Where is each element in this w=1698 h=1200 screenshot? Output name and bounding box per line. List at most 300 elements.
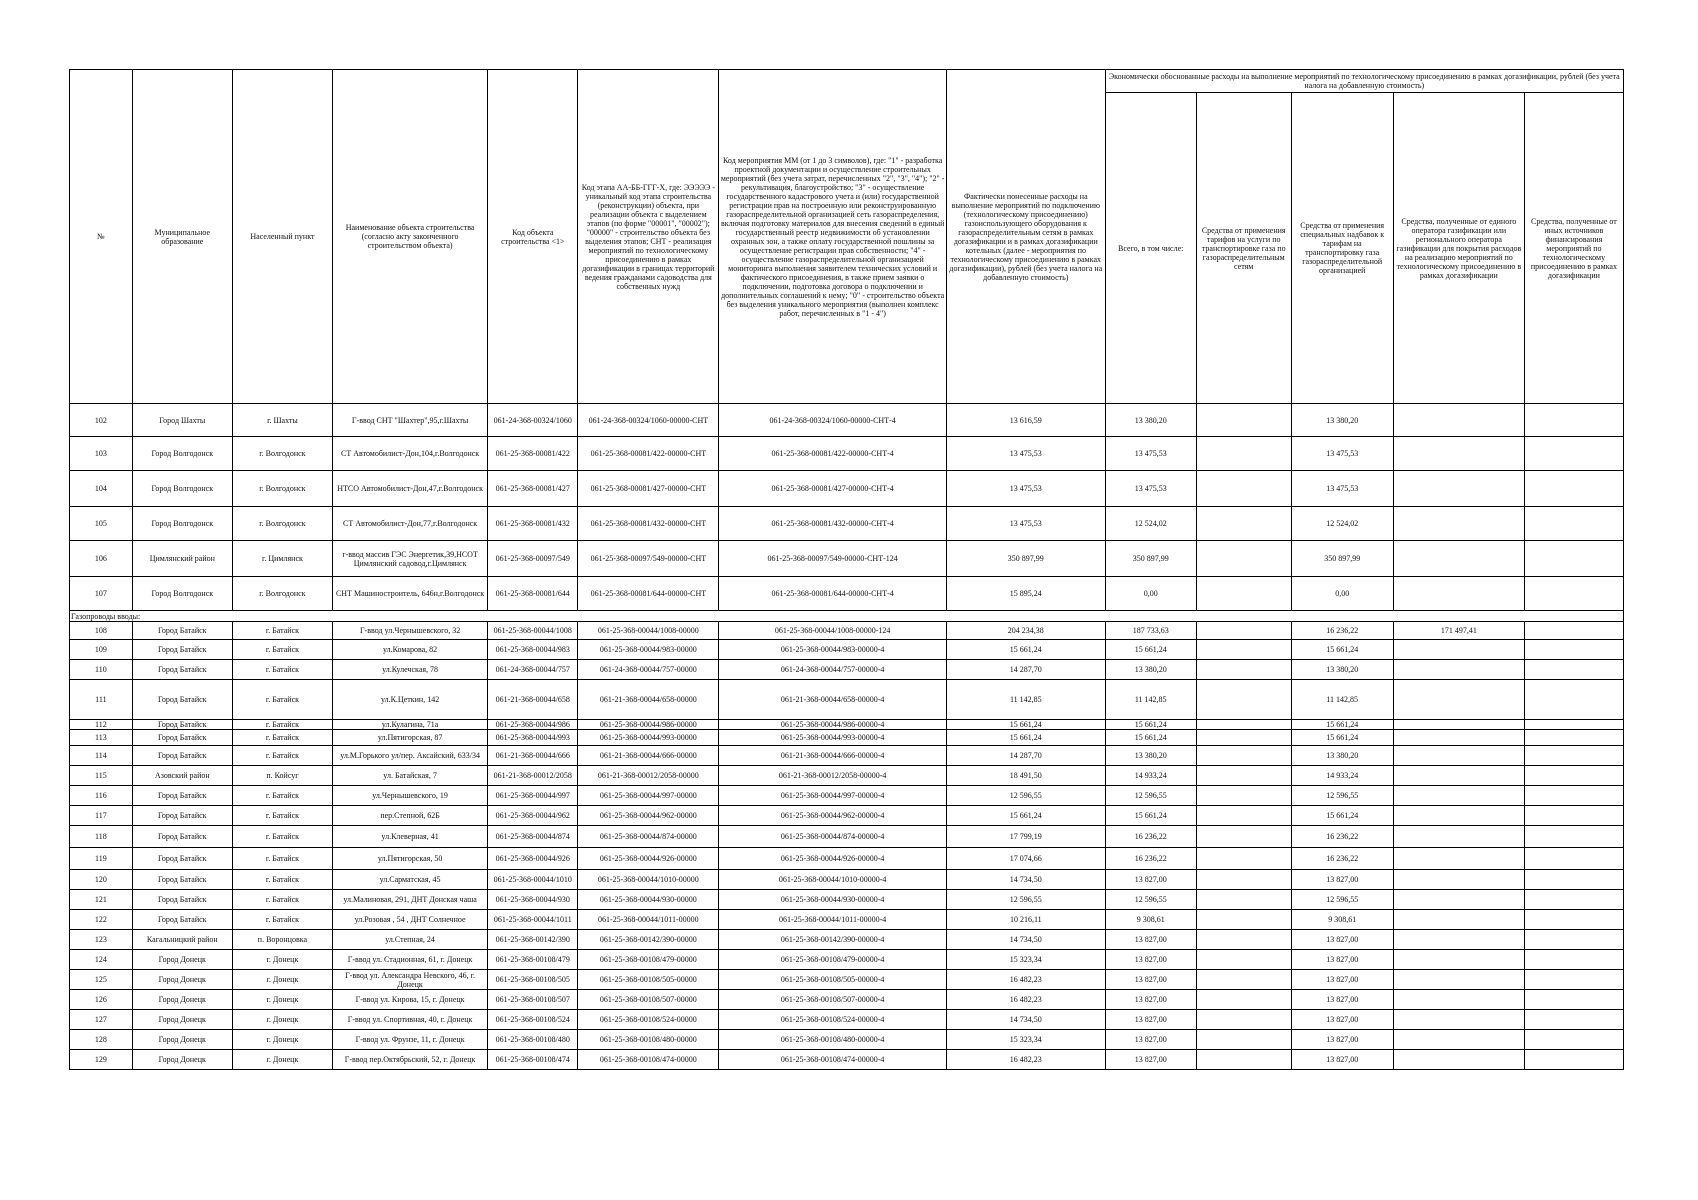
cell-object-code: 061-25-368-00081/432 — [488, 507, 578, 541]
cell-single-operator — [1393, 870, 1524, 890]
cell-actual-costs: 11 142,85 — [947, 680, 1105, 720]
cell-total: 13 827,00 — [1105, 1050, 1196, 1070]
cell-total: 13 827,00 — [1105, 950, 1196, 970]
cell-special-markups: 13 475,53 — [1291, 471, 1393, 507]
cell-object-code: 061-25-368-00108/505 — [488, 970, 578, 990]
cell-single-operator — [1393, 660, 1524, 680]
cell-actual-costs: 15 661,24 — [947, 730, 1105, 746]
cell-municipality: Город Волгодонск — [132, 471, 232, 507]
cell-num: 122 — [70, 910, 133, 930]
group-row — [70, 611, 1624, 622]
cell-object-name: НТСО Автомобилист-Дон,47,г.Волгодонск — [333, 471, 488, 507]
cell-stage-code: 061-25-368-00108/474-00000 — [578, 1050, 719, 1070]
table-row — [70, 970, 1624, 990]
cell-other-sources — [1524, 507, 1623, 541]
cell-tariff-transport — [1196, 640, 1291, 660]
cell-total: 0,00 — [1105, 577, 1196, 611]
cell-single-operator — [1393, 577, 1524, 611]
cell-num: 109 — [70, 640, 133, 660]
cell-special-markups: 15 661,24 — [1291, 640, 1393, 660]
cell-special-markups: 13 827,00 — [1291, 1030, 1393, 1050]
table-row — [70, 404, 1624, 437]
cell-stage-code: 061-25-368-00108/479-00000 — [578, 950, 719, 970]
cell-num: 129 — [70, 1050, 133, 1070]
table-row — [70, 1030, 1624, 1050]
cell-settlement: п. Койсуг — [232, 766, 332, 786]
cell-num: 121 — [70, 890, 133, 910]
cell-actual-costs: 10 216,11 — [947, 910, 1105, 930]
table-row — [70, 806, 1624, 826]
cell-total: 12 524,02 — [1105, 507, 1196, 541]
cell-single-operator — [1393, 950, 1524, 970]
cell-object-code: 061-25-368-00044/986 — [488, 720, 578, 730]
cell-object-name: ул.Розовая , 54 , ДНТ Солнечное — [333, 910, 488, 930]
cell-num: 115 — [70, 766, 133, 786]
cell-object-name: ул.К.Цеткин, 142 — [333, 680, 488, 720]
cell-stage-code: 061-25-368-00142/390-00000 — [578, 930, 719, 950]
cell-other-sources — [1524, 1030, 1623, 1050]
cell-municipality: Город Волгодонск — [132, 577, 232, 611]
header-total: Всего, в том числе: — [1105, 93, 1196, 404]
header-municipality: Муниципальное образование — [132, 70, 232, 404]
cell-tariff-transport — [1196, 930, 1291, 950]
table-row — [70, 910, 1624, 930]
cell-tariff-transport — [1196, 806, 1291, 826]
group-label: Газопроводы вводы: — [70, 611, 1624, 622]
cell-object-name: Г-ввод ул. Стадионная, 61, г. Донецк — [333, 950, 488, 970]
cell-municipality: Город Батайск — [132, 786, 232, 806]
cell-municipality: Город Донецк — [132, 970, 232, 990]
cell-other-sources — [1524, 437, 1623, 471]
cell-total: 16 236,22 — [1105, 826, 1196, 848]
cell-object-name: ул.Сарматская, 45 — [333, 870, 488, 890]
cell-num: 127 — [70, 1010, 133, 1030]
costs-table — [69, 69, 1624, 1070]
cell-special-markups: 0,00 — [1291, 577, 1393, 611]
cell-num: 119 — [70, 848, 133, 870]
cell-settlement: г. Донецк — [232, 970, 332, 990]
cell-object-name: ул.М.Горького ул/пер. Аксайский, 633/34 — [333, 746, 488, 766]
cell-num: 117 — [70, 806, 133, 826]
cell-object-code: 061-25-368-00044/1008 — [488, 622, 578, 640]
cell-total: 9 308,61 — [1105, 910, 1196, 930]
cell-single-operator — [1393, 1030, 1524, 1050]
cell-municipality: Город Батайск — [132, 848, 232, 870]
cell-num: 124 — [70, 950, 133, 970]
table-body-top — [70, 404, 1624, 611]
cell-stage-code: 061-25-368-00044/993-00000 — [578, 730, 719, 746]
cell-actual-costs: 15 895,24 — [947, 577, 1105, 611]
cell-single-operator — [1393, 970, 1524, 990]
table-row — [70, 730, 1624, 746]
cell-tariff-transport — [1196, 660, 1291, 680]
cell-municipality: Город Батайск — [132, 622, 232, 640]
cell-single-operator — [1393, 471, 1524, 507]
cell-single-operator — [1393, 437, 1524, 471]
cell-object-name: ул. Батайская, 7 — [333, 766, 488, 786]
cell-total: 16 236,22 — [1105, 848, 1196, 870]
cell-num: 106 — [70, 541, 133, 577]
cell-object-code: 061-25-368-00097/549 — [488, 541, 578, 577]
cell-municipality: Город Батайск — [132, 660, 232, 680]
cell-special-markups: 12 596,55 — [1291, 890, 1393, 910]
cell-settlement: г. Донецк — [232, 990, 332, 1010]
cell-total: 13 475,53 — [1105, 437, 1196, 471]
cell-settlement: п. Воронцовка — [232, 930, 332, 950]
cell-object-name: Г-ввод ул.Чернышевского, 32 — [333, 622, 488, 640]
cell-single-operator — [1393, 404, 1524, 437]
table-row — [70, 950, 1624, 970]
cell-other-sources — [1524, 746, 1623, 766]
cell-municipality: Город Волгодонск — [132, 507, 232, 541]
cell-num: 118 — [70, 826, 133, 848]
cell-single-operator — [1393, 640, 1524, 660]
cell-tariff-transport — [1196, 1050, 1291, 1070]
cell-stage-code: 061-25-368-00044/983-00000 — [578, 640, 719, 660]
cell-event-code: 061-25-368-00108/480-00000-4 — [719, 1030, 947, 1050]
cell-total: 15 661,24 — [1105, 640, 1196, 660]
cell-tariff-transport — [1196, 766, 1291, 786]
cell-special-markups: 15 661,24 — [1291, 806, 1393, 826]
header-special-markups: Средства от применения специальных надбавок к тарифам на транспортировку газа газораспределительной организацией — [1291, 93, 1393, 404]
cell-settlement: г. Батайск — [232, 680, 332, 720]
cell-other-sources — [1524, 950, 1623, 970]
cell-actual-costs: 15 661,24 — [947, 640, 1105, 660]
cell-event-code: 061-25-368-00081/644-00000-СНТ-4 — [719, 577, 947, 611]
cell-total: 187 733,63 — [1105, 622, 1196, 640]
cell-tariff-transport — [1196, 1030, 1291, 1050]
cell-stage-code: 061-25-368-00108/524-00000 — [578, 1010, 719, 1030]
cell-num: 108 — [70, 622, 133, 640]
cell-event-code: 061-25-368-00044/1011-00000-4 — [719, 910, 947, 930]
cell-total: 15 661,24 — [1105, 806, 1196, 826]
cell-municipality: Город Донецк — [132, 990, 232, 1010]
cell-event-code: 061-21-368-00012/2058-00000-4 — [719, 766, 947, 786]
cell-special-markups: 9 308,61 — [1291, 910, 1393, 930]
table-row — [70, 680, 1624, 720]
cell-other-sources — [1524, 766, 1623, 786]
cell-other-sources — [1524, 1010, 1623, 1030]
cell-other-sources — [1524, 404, 1623, 437]
cell-municipality: Город Батайск — [132, 806, 232, 826]
cell-total: 13 380,20 — [1105, 404, 1196, 437]
cell-num: 110 — [70, 660, 133, 680]
header-settlement: Населенный пункт — [232, 70, 332, 404]
cell-single-operator — [1393, 730, 1524, 746]
header-event-code: Код мероприятия ММ (от 1 до 3 символов), где: "1" - разработка проектной документации и осуществление строительных мероприятий (без учета затрат, перечисленных "2", "3", "4"); "2" - рекультивация, благоустройство; "3" - осуществление государственного кадастрового учета и (или) государственной регистрации прав на построенную или реконструированную газораспределительной организацией сеть газораспределения, включая подготовку материалов для внесения сведений в единый государственный реестр недвижимости об установлении охранных зон, а также оплату государственной пошлины за осуществление регистрации прав собственности; "4" - осуществление газораспределительной организацией мониторинга выполнения заявителем технических условий и фактического присоединения, в также прием заявки о подключении, подготовка договора о подключении и дополнительных соглашений к нему; "0" - строительство объекта без выделения уникального мероприятия (выполнен комплекс работ, перечисленных в "1 - 4") — [719, 70, 947, 404]
cell-actual-costs: 16 482,23 — [947, 970, 1105, 990]
cell-total: 15 661,24 — [1105, 730, 1196, 746]
cell-object-code: 061-24-368-00324/1060 — [488, 404, 578, 437]
cell-event-code: 061-25-368-00081/427-00000-СНТ-4 — [719, 471, 947, 507]
cell-object-name: ул.Малиновая, 291, ДНТ Донская чаша — [333, 890, 488, 910]
cell-single-operator — [1393, 1010, 1524, 1030]
cell-stage-code: 061-25-368-00081/432-00000-СНТ — [578, 507, 719, 541]
table-row — [70, 848, 1624, 870]
cell-settlement: г. Донецк — [232, 1050, 332, 1070]
cell-single-operator — [1393, 890, 1524, 910]
cell-object-name: г-ввод массив ГЭС Энергетик,39,НСОТ Цимлянский садовод,г.Цимлянск — [333, 541, 488, 577]
cell-num: 123 — [70, 930, 133, 950]
cell-settlement: г. Батайск — [232, 848, 332, 870]
cell-object-code: 061-25-368-00108/480 — [488, 1030, 578, 1050]
table-row — [70, 577, 1624, 611]
cell-municipality: Город Донецк — [132, 950, 232, 970]
cell-object-code: 061-21-368-00012/2058 — [488, 766, 578, 786]
cell-num: 113 — [70, 730, 133, 746]
cell-settlement: г. Батайск — [232, 890, 332, 910]
cell-settlement: г. Батайск — [232, 660, 332, 680]
cell-num: 103 — [70, 437, 133, 471]
cell-stage-code: 061-25-368-00044/962-00000 — [578, 806, 719, 826]
cell-other-sources — [1524, 910, 1623, 930]
table-row — [70, 1010, 1624, 1030]
cell-settlement: г. Батайск — [232, 826, 332, 848]
cell-single-operator — [1393, 826, 1524, 848]
cell-actual-costs: 17 074,66 — [947, 848, 1105, 870]
cell-actual-costs: 16 482,23 — [947, 990, 1105, 1010]
cell-settlement: г. Батайск — [232, 622, 332, 640]
cell-num: 116 — [70, 786, 133, 806]
cell-actual-costs: 12 596,55 — [947, 786, 1105, 806]
cell-event-code: 061-25-368-00044/930-00000-4 — [719, 890, 947, 910]
cell-stage-code: 061-21-368-00044/658-00000 — [578, 680, 719, 720]
cell-stage-code: 061-25-368-00044/926-00000 — [578, 848, 719, 870]
cell-object-name: пер.Степной, 62Б — [333, 806, 488, 826]
cell-municipality: Город Шахты — [132, 404, 232, 437]
cell-special-markups: 11 142,85 — [1291, 680, 1393, 720]
cell-stage-code: 061-25-368-00108/480-00000 — [578, 1030, 719, 1050]
cell-stage-code: 061-25-368-00044/986-00000 — [578, 720, 719, 730]
table-row — [70, 437, 1624, 471]
cell-object-code: 061-25-368-00044/962 — [488, 806, 578, 826]
cell-special-markups: 12 596,55 — [1291, 786, 1393, 806]
cell-object-name: Г-ввод ул. Кирова, 15, г. Донецк — [333, 990, 488, 1010]
cell-stage-code: 061-25-368-00081/427-00000-СНТ — [578, 471, 719, 507]
cell-event-code: 061-25-368-00081/432-00000-СНТ-4 — [719, 507, 947, 541]
cell-tariff-transport — [1196, 730, 1291, 746]
cell-event-code: 061-25-368-00044/1010-00000-4 — [719, 870, 947, 890]
cell-num: 111 — [70, 680, 133, 720]
cell-object-code: 061-25-368-00108/524 — [488, 1010, 578, 1030]
cell-special-markups: 13 827,00 — [1291, 990, 1393, 1010]
cell-event-code: 061-25-368-00044/997-00000-4 — [719, 786, 947, 806]
table-row — [70, 766, 1624, 786]
cell-event-code: 061-25-368-00108/524-00000-4 — [719, 1010, 947, 1030]
table-row — [70, 826, 1624, 848]
cell-object-code: 061-21-368-00044/658 — [488, 680, 578, 720]
cell-municipality: Город Батайск — [132, 890, 232, 910]
cell-object-code: 061-25-368-00108/474 — [488, 1050, 578, 1070]
cell-object-name: ул.Клеверная, 41 — [333, 826, 488, 848]
cell-settlement: г. Волгодонск — [232, 437, 332, 471]
cell-municipality: Город Донецк — [132, 1050, 232, 1070]
cell-other-sources — [1524, 970, 1623, 990]
cell-event-code: 061-24-368-00324/1060-00000-СНТ-4 — [719, 404, 947, 437]
cell-total: 13 827,00 — [1105, 870, 1196, 890]
cell-event-code: 061-25-368-00108/507-00000-4 — [719, 990, 947, 1010]
cell-stage-code: 061-25-368-00081/422-00000-СНТ — [578, 437, 719, 471]
cell-object-name: ул.Кулечская, 78 — [333, 660, 488, 680]
cell-total: 12 596,55 — [1105, 890, 1196, 910]
cell-settlement: г. Цимлянск — [232, 541, 332, 577]
table-body-bottom — [70, 622, 1624, 1070]
cell-actual-costs: 12 596,55 — [947, 890, 1105, 910]
cell-settlement: г. Донецк — [232, 1010, 332, 1030]
cell-settlement: г. Батайск — [232, 640, 332, 660]
header-num: № — [70, 70, 133, 404]
cell-actual-costs: 14 734,50 — [947, 930, 1105, 950]
cell-special-markups: 13 827,00 — [1291, 1050, 1393, 1070]
cell-other-sources — [1524, 660, 1623, 680]
cell-tariff-transport — [1196, 826, 1291, 848]
header-group-economic-costs: Экономически обоснованные расходы на выполнение мероприятий по технологическому присоединению в рамках догазификации, рублей (без учета налога на добавленную стоимость) — [1105, 70, 1623, 93]
cell-event-code: 061-25-368-00044/986-00000-4 — [719, 720, 947, 730]
cell-tariff-transport — [1196, 990, 1291, 1010]
cell-object-code: 061-25-368-00044/983 — [488, 640, 578, 660]
cell-tariff-transport — [1196, 577, 1291, 611]
cell-special-markups: 13 380,20 — [1291, 404, 1393, 437]
cell-num: 120 — [70, 870, 133, 890]
cell-other-sources — [1524, 806, 1623, 826]
cell-num: 128 — [70, 1030, 133, 1050]
cell-single-operator — [1393, 680, 1524, 720]
cell-num: 126 — [70, 990, 133, 1010]
cell-object-code: 061-24-368-00044/757 — [488, 660, 578, 680]
cell-single-operator — [1393, 766, 1524, 786]
cell-object-name: СТ Автомобилист-Дон,77,г.Волгодонск — [333, 507, 488, 541]
cell-actual-costs: 350 897,99 — [947, 541, 1105, 577]
cell-other-sources — [1524, 1050, 1623, 1070]
cell-actual-costs: 18 491,50 — [947, 766, 1105, 786]
cell-object-code: 061-25-368-00108/479 — [488, 950, 578, 970]
cell-object-name: Г-ввод ул. Александра Невского, 46, г. Донецк — [333, 970, 488, 990]
cell-single-operator — [1393, 746, 1524, 766]
cell-stage-code: 061-24-368-00044/757-00000 — [578, 660, 719, 680]
cell-actual-costs: 15 323,34 — [947, 1030, 1105, 1050]
cell-tariff-transport — [1196, 720, 1291, 730]
cell-stage-code: 061-24-368-00324/1060-00000-СНТ — [578, 404, 719, 437]
cell-num: 125 — [70, 970, 133, 990]
cell-event-code: 061-24-368-00044/757-00000-4 — [719, 660, 947, 680]
cell-total: 13 380,20 — [1105, 746, 1196, 766]
cell-object-code: 061-25-368-00081/422 — [488, 437, 578, 471]
cell-settlement: г. Волгодонск — [232, 471, 332, 507]
cell-object-name: Г-ввод ул. Фрунзе, 11, г. Донецк — [333, 1030, 488, 1050]
cell-tariff-transport — [1196, 746, 1291, 766]
cell-actual-costs: 14 734,50 — [947, 870, 1105, 890]
header-actual-costs: Фактически понесенные расходы на выполнение мероприятий по подключению (технологическому присоединению) газоиспользующего оборудования к газораспределительным сетям в рамках догазификации и в рамках догазификации котельных (далее - мероприятия по технологическому присоединению в рамках догазификации), рублей (без учета налога на добавленную стоимость) — [947, 70, 1105, 404]
cell-special-markups: 13 827,00 — [1291, 870, 1393, 890]
cell-tariff-transport — [1196, 404, 1291, 437]
cell-event-code: 061-25-368-00044/926-00000-4 — [719, 848, 947, 870]
cell-object-code: 061-25-368-00044/930 — [488, 890, 578, 910]
cell-other-sources — [1524, 826, 1623, 848]
cell-stage-code: 061-25-368-00044/874-00000 — [578, 826, 719, 848]
cell-special-markups: 13 827,00 — [1291, 1010, 1393, 1030]
cell-event-code: 061-25-368-00044/1008-00000-124 — [719, 622, 947, 640]
cell-other-sources — [1524, 577, 1623, 611]
cell-num: 114 — [70, 746, 133, 766]
cell-single-operator — [1393, 1050, 1524, 1070]
cell-other-sources — [1524, 680, 1623, 720]
table-row — [70, 640, 1624, 660]
cell-municipality: Цимлянский район — [132, 541, 232, 577]
cell-stage-code: 061-21-368-00044/666-00000 — [578, 746, 719, 766]
cell-special-markups: 13 380,20 — [1291, 746, 1393, 766]
cell-tariff-transport — [1196, 910, 1291, 930]
cell-num: 105 — [70, 507, 133, 541]
cell-object-code: 061-25-368-00142/390 — [488, 930, 578, 950]
cell-municipality: Азовский район — [132, 766, 232, 786]
cell-tariff-transport — [1196, 848, 1291, 870]
cell-object-name: ул.Чернышевского, 19 — [333, 786, 488, 806]
cell-object-name: ул.Пятигорская, 50 — [333, 848, 488, 870]
cell-object-name: ул.Пятигорская, 87 — [333, 730, 488, 746]
cell-municipality: Город Батайск — [132, 746, 232, 766]
table-row — [70, 930, 1624, 950]
cell-tariff-transport — [1196, 622, 1291, 640]
cell-settlement: г. Батайск — [232, 746, 332, 766]
table-row — [70, 746, 1624, 766]
cell-other-sources — [1524, 990, 1623, 1010]
cell-municipality: Город Волгодонск — [132, 437, 232, 471]
cell-special-markups: 15 661,24 — [1291, 730, 1393, 746]
cell-other-sources — [1524, 870, 1623, 890]
table-header — [70, 70, 1624, 404]
cell-tariff-transport — [1196, 541, 1291, 577]
table-row — [70, 1050, 1624, 1070]
cell-tariff-transport — [1196, 680, 1291, 720]
cell-single-operator — [1393, 848, 1524, 870]
cell-tariff-transport — [1196, 437, 1291, 471]
cell-other-sources — [1524, 720, 1623, 730]
cell-num: 112 — [70, 720, 133, 730]
cell-object-name: Г-ввод СНТ "Шахтер",95,г.Шахты — [333, 404, 488, 437]
cell-settlement: г. Батайск — [232, 806, 332, 826]
cell-settlement: г. Батайск — [232, 870, 332, 890]
cell-object-code: 061-25-368-00044/926 — [488, 848, 578, 870]
header-stage-code: Код этапа АА-ББ-ГГГ-Х, где: ЭЭЭЭЭ - уникальный код этапа строительства (реконструкции) объекта, при реализации объекта с выделением этапов (по форме "00001", "00002"); "00000" - строительство объекта без выделения этапов; СНТ - реализация мероприятий по технологическому присоединению в рамках догазификации в границах территорий ведения гражданами садоводства для собственных нужд — [578, 70, 719, 404]
header-other-sources: Средства, полученные от иных источников финансирования мероприятий по технологическому присоединению в рамках догазификации — [1524, 93, 1623, 404]
cell-event-code: 061-21-368-00044/658-00000-4 — [719, 680, 947, 720]
cell-single-operator — [1393, 806, 1524, 826]
cell-special-markups: 16 236,22 — [1291, 848, 1393, 870]
cell-actual-costs: 13 475,53 — [947, 437, 1105, 471]
table-row — [70, 471, 1624, 507]
cell-object-name: ул.Кулагина, 71а — [333, 720, 488, 730]
cell-special-markups: 14 933,24 — [1291, 766, 1393, 786]
cell-other-sources — [1524, 622, 1623, 640]
cell-municipality: Город Батайск — [132, 910, 232, 930]
cell-municipality: Город Батайск — [132, 640, 232, 660]
cell-tariff-transport — [1196, 870, 1291, 890]
cell-stage-code: 061-25-368-00108/507-00000 — [578, 990, 719, 1010]
cell-event-code: 061-25-368-00108/479-00000-4 — [719, 950, 947, 970]
cell-settlement: г. Батайск — [232, 720, 332, 730]
cell-total: 14 933,24 — [1105, 766, 1196, 786]
cell-other-sources — [1524, 471, 1623, 507]
cell-settlement: г. Волгодонск — [232, 507, 332, 541]
cell-municipality: Город Донецк — [132, 1030, 232, 1050]
cell-event-code: 061-25-368-00044/983-00000-4 — [719, 640, 947, 660]
cell-municipality: Город Батайск — [132, 680, 232, 720]
cell-municipality: Город Батайск — [132, 826, 232, 848]
report-sheet — [69, 69, 1624, 1070]
cell-actual-costs: 14 734,50 — [947, 1010, 1105, 1030]
cell-special-markups: 13 380,20 — [1291, 660, 1393, 680]
cell-total: 15 661,24 — [1105, 720, 1196, 730]
